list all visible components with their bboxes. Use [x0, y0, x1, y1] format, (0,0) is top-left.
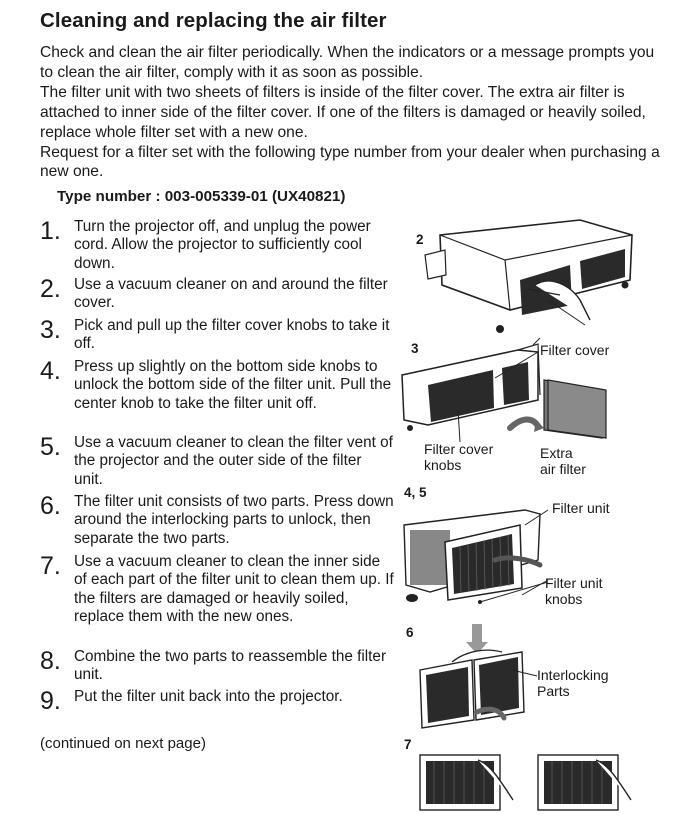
step-text: Combine the two parts to reassemble the filter unit.	[74, 648, 387, 684]
step-number: 4.	[40, 357, 61, 385]
figure-7-label: 7	[404, 737, 412, 752]
step-text: Put the filter unit back into the projector.	[74, 688, 343, 705]
callout-line: Parts	[537, 682, 570, 699]
step-number: 6.	[40, 492, 61, 520]
page-title: Cleaning and replacing the air filter	[40, 9, 387, 32]
step-text: The filter unit consists of two parts. Press down around the interlocking parts to unlock, then separate the two parts.	[74, 493, 394, 547]
step-number: 3.	[40, 316, 61, 344]
continued-note: (continued on next page)	[40, 735, 206, 752]
callout-filter-unit: Filter unit	[552, 500, 610, 516]
step-number: 2.	[40, 275, 61, 303]
callout-line: air filter	[540, 460, 586, 477]
intro-paragraph-3: Request for a filter set with the following type number from your dealer when purchasing a new one.	[40, 143, 660, 181]
step-number: 1.	[40, 217, 61, 245]
callout-line: knobs	[424, 456, 462, 473]
type-number: Type number : 003-005339-01 (UX40821)	[57, 188, 346, 205]
step-number: 8.	[40, 647, 61, 675]
figure-3-label: 3	[411, 341, 419, 356]
callout-line: Filter cover	[424, 441, 494, 457]
callout-line: Filter unit	[545, 575, 603, 591]
step-number: 5.	[40, 433, 61, 461]
figure-6-label: 6	[406, 625, 414, 640]
step-text: Press up slightly on the bottom side knobs to unlock the bottom side of the filter unit. Pull the center knob to take the filter unit off.	[74, 358, 392, 412]
step-text: Use a vacuum cleaner to clean the filter vent of the projector and the outer side of the filter unit.	[74, 434, 393, 488]
step-text: Turn the projector off, and unplug the power cord. Allow the projector to sufficiently cool down.	[74, 218, 371, 272]
callout-line: Interlocking	[537, 667, 609, 683]
step-text: Pick and pull up the filter cover knobs to take it off.	[74, 317, 390, 353]
figure-45-label: 4, 5	[404, 485, 427, 500]
intro-paragraph-2: The filter unit with two sheets of filters is inside of the filter cover. The extra air filter is attached to inner side of the filter cover. If one of the filters is damaged or heavily soiled, replace whole filter set with a new one.	[40, 83, 646, 141]
figure-2-label: 2	[416, 232, 424, 247]
step-text: Use a vacuum cleaner to clean the inner side of each part of the filter unit to clean them up. If the filters are damaged or heavily soiled, replace them with the new ones.	[74, 553, 394, 625]
callout-filter-cover: Filter cover	[540, 342, 610, 358]
step-text: Use a vacuum cleaner on and around the filter cover.	[74, 276, 388, 312]
step-number: 7.	[40, 552, 61, 580]
intro-paragraph-1: Check and clean the air filter periodically. When the indicators or a message prompts you to clean the air filter, comply with it as soon as possible.	[40, 44, 655, 81]
callout-line: Extra	[540, 445, 573, 461]
step-number: 9.	[40, 687, 61, 715]
callout-line: knobs	[545, 590, 583, 607]
